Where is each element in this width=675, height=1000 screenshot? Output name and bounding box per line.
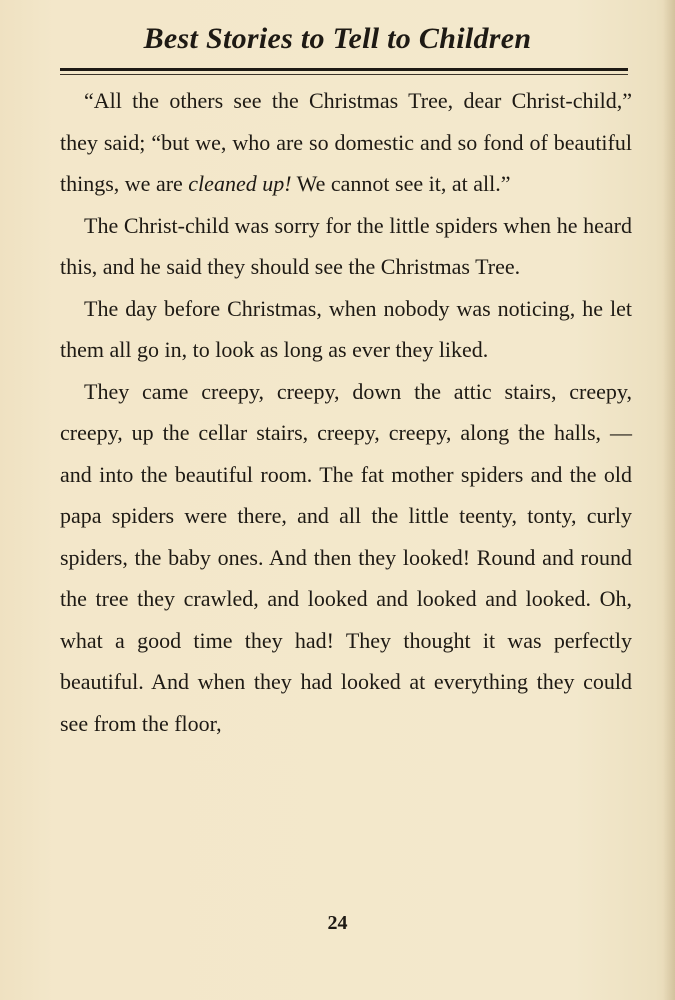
paragraph: The Christ-child was sorry for the little spiders when he heard this, and he said they should see the Christmas Tree. bbox=[60, 212, 632, 279]
header-rule bbox=[60, 68, 628, 71]
header-rule-thin bbox=[60, 74, 628, 75]
paragraph: They came creepy, creepy, down the attic stairs, creepy, creepy, up the cellar stairs, creepy, creepy, along the halls, — and into the beautiful room. The fat mother spiders and the old papa spiders were there, and all the little teenty, tonty, curly spiders, the baby ones. And then they looked! Round and round the tree they crawled, and looked and looked and looked. Oh, what a good time they had! They thought it was perfectly beautiful. And when they had looked at everything they could see from the floor, bbox=[60, 378, 632, 736]
running-header-title: Best Stories to Tell to Children bbox=[143, 22, 532, 55]
emphasized-text: cleaned up! bbox=[188, 171, 292, 196]
page-edge-shadow bbox=[663, 0, 675, 1000]
paragraph: The day before Christmas, when nobody was noticing, he let them all go in, to look as long as ever they liked. bbox=[60, 295, 632, 362]
body-text bbox=[60, 80, 632, 744]
paragraph-text: “All the others see the Christmas Tree, dear Christ-child,” they said; “but we, who are so domestic and so fond of beautiful things, we are bbox=[60, 88, 632, 196]
paragraph-text: We cannot see it, at all.” bbox=[291, 171, 511, 196]
paragraph bbox=[60, 80, 632, 205]
page-number: 24 bbox=[327, 912, 348, 934]
